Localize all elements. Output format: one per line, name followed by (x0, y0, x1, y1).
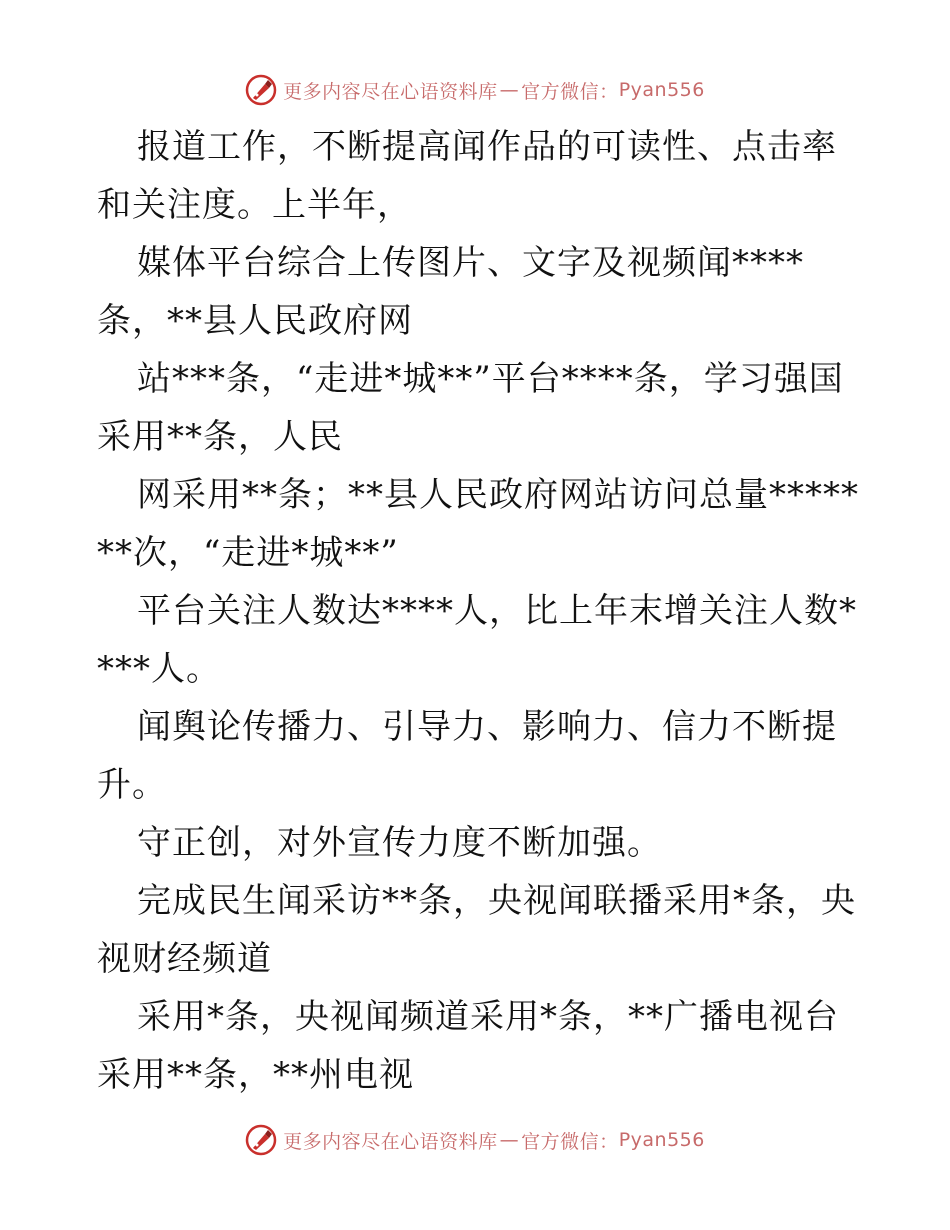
pen-nib-logo-icon (245, 74, 277, 106)
watermark-text: 更多内容尽在心语资料库 (283, 80, 498, 103)
document-body (97, 118, 867, 1104)
paragraph-5: 平台关注人数达****人，比上年末增关注人数****人。 (97, 591, 857, 689)
paragraph-4: 网采用**条；**县人民政府网站访问总量*******次，“走进*城**” (97, 475, 859, 573)
watermark-account-label: 官方微信： (521, 80, 619, 103)
watermark-text: 更多内容尽在心语资料库 (283, 1130, 498, 1153)
page-footer-watermark (0, 1120, 950, 1160)
paragraph-6: 闻舆论传播力、引导力、影响力、信力不断提升。 (97, 707, 837, 805)
paragraph-3: 站***条，“走进*城**”平台****条，学习强国采用**条，人民 (97, 359, 844, 457)
paragraph-7: 守正创，对外宣传力度不断加强。 (137, 823, 662, 863)
watermark-account-label: 官方微信： (521, 1130, 619, 1153)
watermark-account: Pyan556 (618, 1129, 705, 1151)
watermark-dash: — (499, 1129, 520, 1151)
pen-nib-logo-icon (245, 1124, 277, 1156)
paragraph-1: 报道工作，不断提高闻作品的可读性、点击率和关注度。上半年， (97, 127, 837, 225)
page-header-watermark (0, 70, 950, 110)
paragraph-2: 媒体平台综合上传图片、文字及视频闻****条，**县人民政府网 (97, 243, 804, 341)
paragraph-8: 完成民生闻采访**条，央视闻联播采用*条，央视财经频道 (97, 881, 856, 979)
watermark-dash: — (499, 79, 520, 101)
paragraph-9: 采用*条，央视闻频道采用*条，**广播电视台采用**条，**州电视 (97, 997, 839, 1095)
watermark-account: Pyan556 (618, 79, 705, 101)
